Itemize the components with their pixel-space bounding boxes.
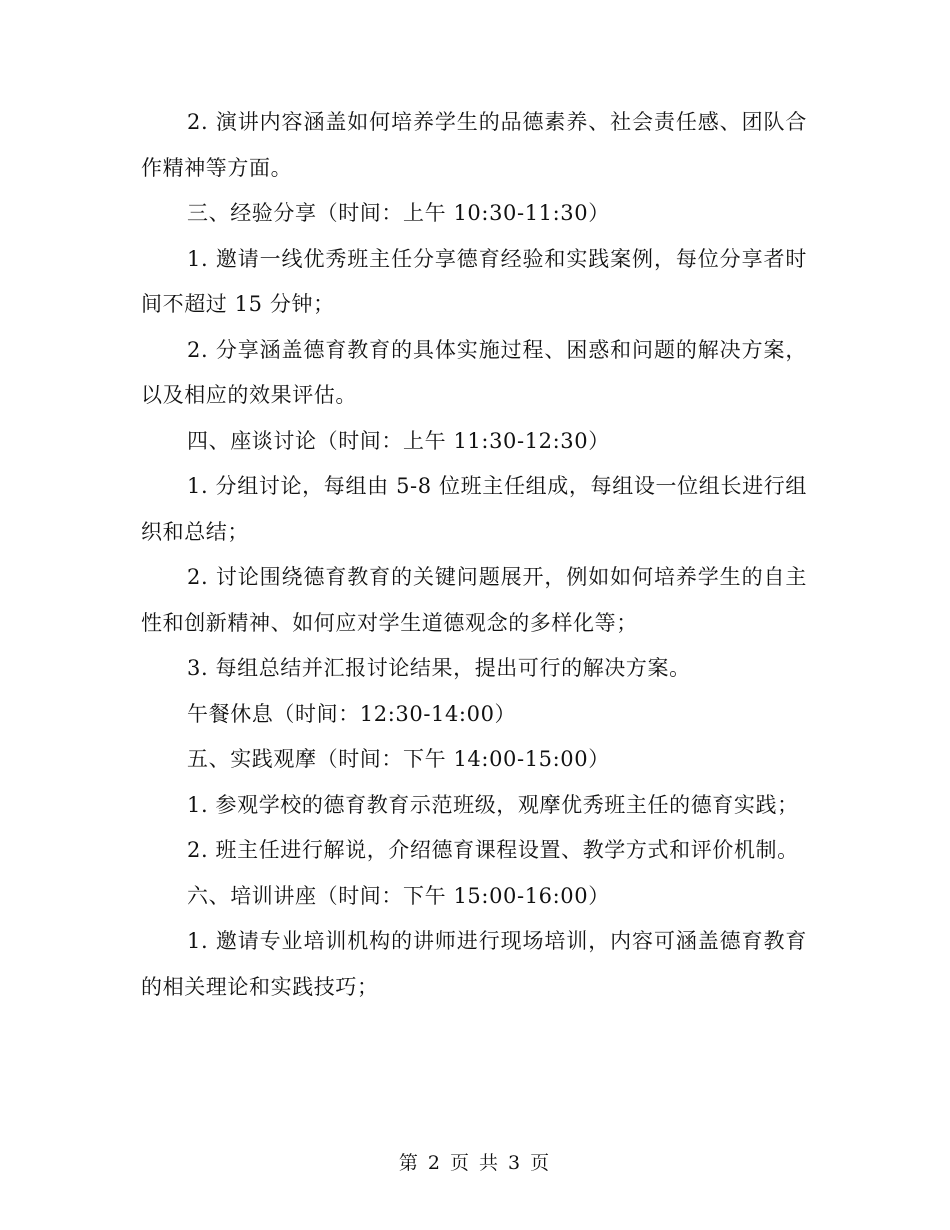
paragraph: 2. 分享涵盖德育教育的具体实施过程、困惑和问题的解决方案，以及相应的效果评估。 <box>141 337 807 407</box>
paragraph: 2. 演讲内容涵盖如何培养学生的品德素养、社会责任感、团队合作精神等方面。 <box>141 110 807 180</box>
paragraph: 3. 每组总结并汇报讨论结果，提出可行的解决方案。 <box>187 656 691 680</box>
paragraph: 1. 参观学校的德育教育示范班级，观摩优秀班主任的德育实践； <box>187 792 799 817</box>
section-heading: 六、培训讲座（时间：下午 15:00-16:00） <box>187 883 610 908</box>
paragraph: 2. 讨论围绕德育教育的关键问题展开，例如如何培养学生的自主性和创新精神、如何应对学生道德观念的多样化等； <box>141 565 807 635</box>
paragraph: 2. 班主任进行解说，介绍德育课程设置、教学方式和评价机制。 <box>187 838 799 862</box>
paragraph: 1. 分组讨论，每组由 5-8 位班主任组成，每组设一位组长进行组织和总结； <box>141 474 807 544</box>
document-body <box>141 100 807 1010</box>
paragraph: 1. 邀请一线优秀班主任分享德育经验和实践案例，每位分享者时间不超过 15 分钟； <box>141 246 807 316</box>
section-heading: 四、座谈讨论（时间：上午 11:30-12:30） <box>187 428 610 453</box>
page-number-footer: 第 2 页 共 3 页 <box>398 1152 552 1174</box>
paragraph: 1. 邀请专业培训机构的讲师进行现场培训，内容可涵盖德育教育的相关理论和实践技巧； <box>141 929 807 999</box>
section-heading: 三、经验分享（时间：上午 10:30-11:30） <box>187 201 610 225</box>
section-heading: 五、实践观摩（时间：下午 14:00-15:00） <box>187 747 610 771</box>
section-heading: 午餐休息（时间：12:30-14:00） <box>187 701 517 726</box>
